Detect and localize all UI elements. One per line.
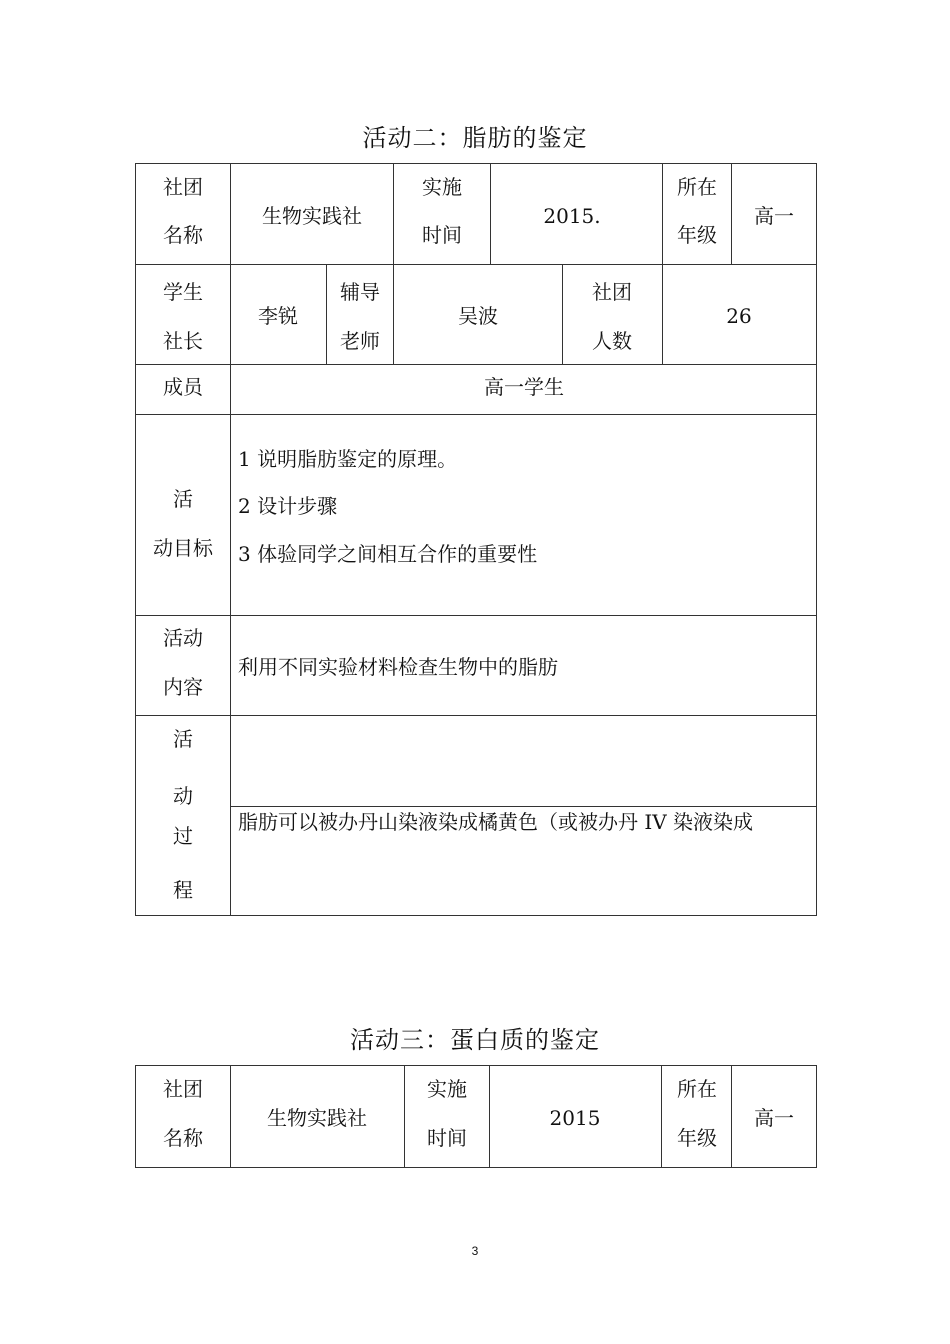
club-name-label-2: 名称 <box>163 223 203 247</box>
leader-label-2: 社长 <box>163 329 203 353</box>
content-label-1: 活动 <box>163 626 203 650</box>
process-text: 脂肪可以被办丹山染液染成橘黄色（或被办丹 IV 染液染成 <box>238 810 754 834</box>
content-label-2: 内容 <box>163 675 203 699</box>
goal-item: 2 设计步骤 <box>238 494 338 518</box>
time-label-2: 时间 <box>422 223 462 247</box>
page-number: 3 <box>471 1244 479 1258</box>
goals-label-2: 动目标 <box>153 536 213 560</box>
count-label-2: 人数 <box>592 329 632 353</box>
members-value: 高一学生 <box>484 375 564 399</box>
club-name-label-1: 社团 <box>163 175 203 199</box>
count-label-1: 社团 <box>592 280 632 304</box>
time-label-1: 实施 <box>422 175 462 199</box>
goals-label-1: 活 <box>173 487 193 511</box>
time-value: 2015 <box>549 1106 601 1130</box>
count-value: 26 <box>726 304 752 328</box>
grade-label-2: 年级 <box>677 1126 717 1150</box>
process-label-char: 动 <box>173 784 193 808</box>
time-label-2: 时间 <box>427 1126 467 1150</box>
grade-value: 高一 <box>754 204 794 228</box>
leader-label-1: 学生 <box>163 280 203 304</box>
process-label-char: 过 <box>173 824 193 848</box>
goal-item: 1 说明脂肪鉴定的原理。 <box>238 447 458 471</box>
goal-item: 3 体验同学之间相互合作的重要性 <box>238 542 538 566</box>
activity2-title: 活动二：脂肪的鉴定 <box>362 124 588 152</box>
club-name-value: 生物实践社 <box>267 1106 367 1130</box>
process-label-char: 程 <box>173 878 193 902</box>
club-name-value: 生物实践社 <box>262 204 362 228</box>
leader-value: 李锐 <box>258 304 298 328</box>
club-name-label-1: 社团 <box>163 1077 203 1101</box>
process-label-char: 活 <box>173 727 193 751</box>
club-name-label-2: 名称 <box>163 1126 203 1150</box>
time-value: 2015. <box>543 204 601 228</box>
activity2-table <box>135 163 817 916</box>
time-label-1: 实施 <box>427 1077 467 1101</box>
teacher-label-2: 老师 <box>340 329 380 353</box>
grade-value: 高一 <box>754 1106 794 1130</box>
grade-label-1: 所在 <box>677 175 717 199</box>
grade-label-1: 所在 <box>677 1077 717 1101</box>
activity3-title: 活动三：蛋白质的鉴定 <box>350 1026 600 1054</box>
members-label: 成员 <box>163 375 203 399</box>
grade-label-2: 年级 <box>677 223 717 247</box>
teacher-value: 吴波 <box>458 304 498 328</box>
teacher-label-1: 辅导 <box>340 280 380 304</box>
content-value: 利用不同实验材料检查生物中的脂肪 <box>238 655 558 679</box>
